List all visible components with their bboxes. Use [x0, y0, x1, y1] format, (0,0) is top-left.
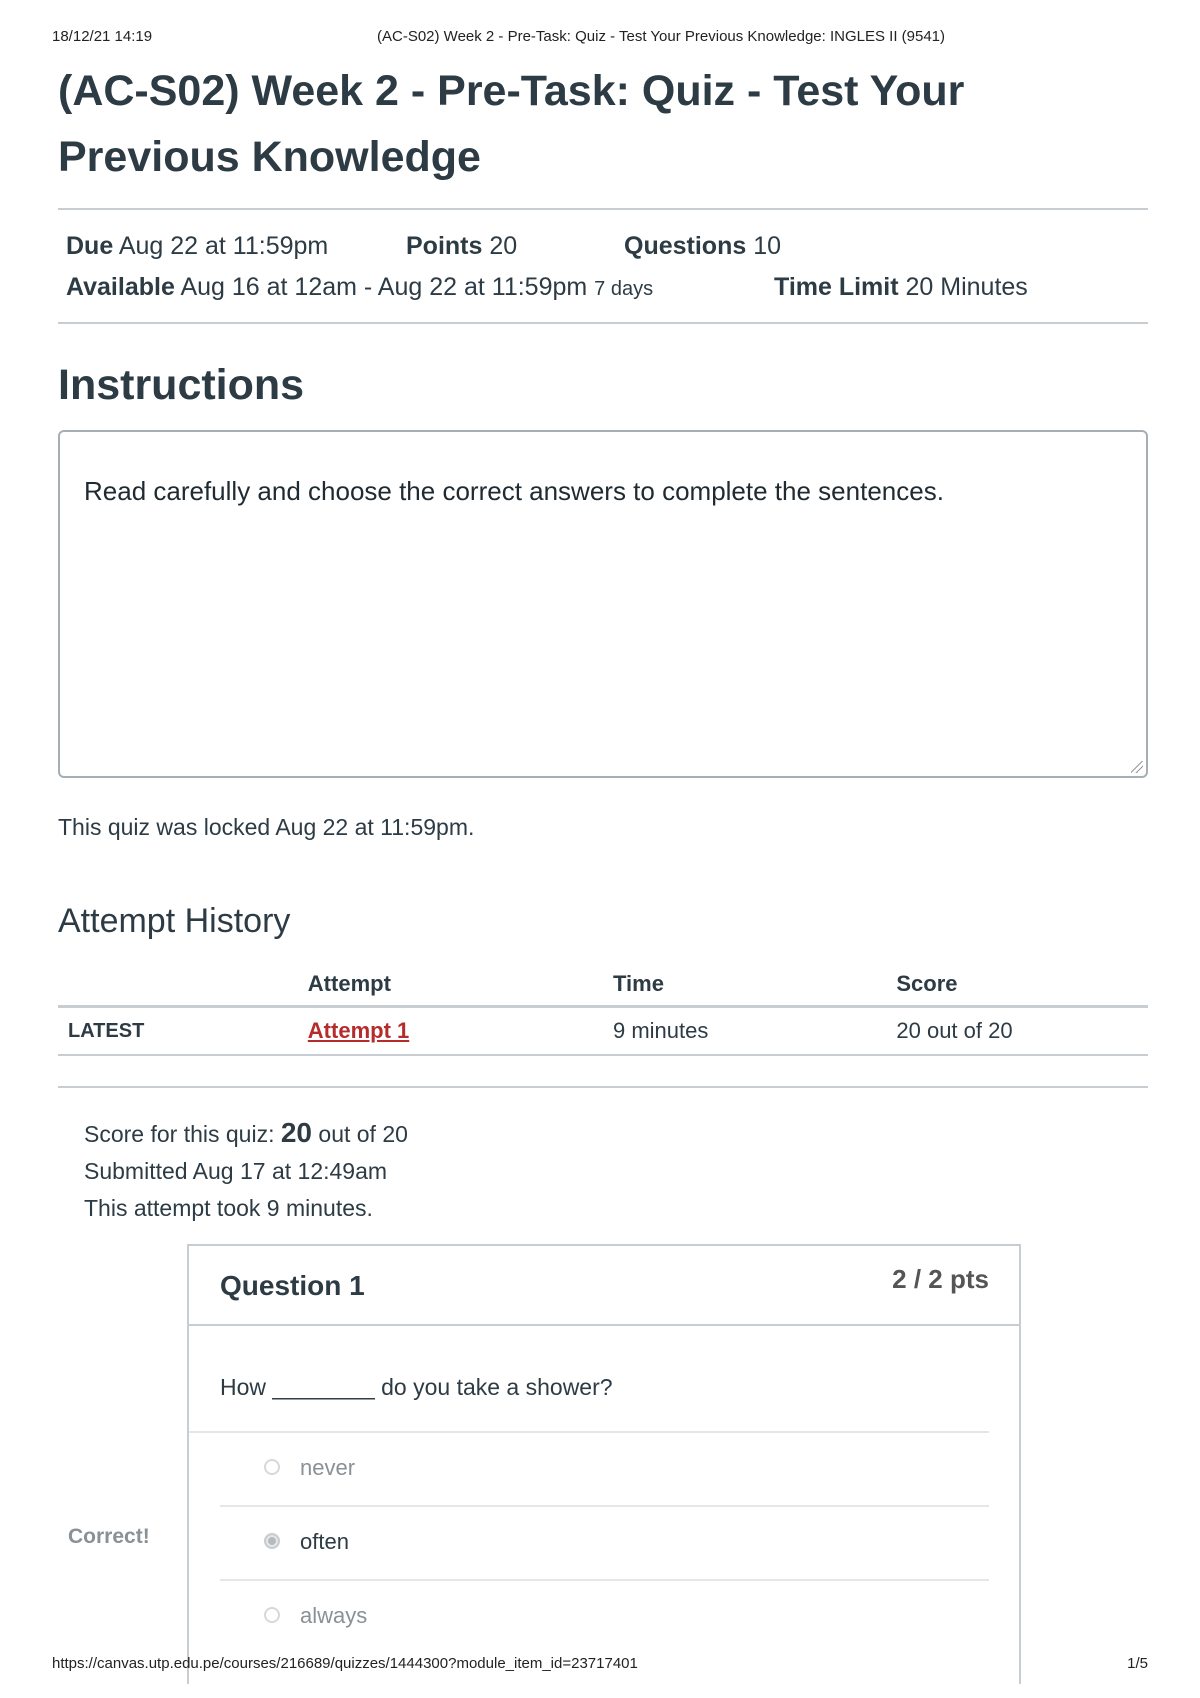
question-header	[189, 1246, 1019, 1326]
due-label: Due	[66, 232, 114, 260]
print-document-title: (AC-S02) Week 2 - Pre-Task: Quiz - Test Your Previous Knowledge: INGLES II (9541)	[377, 28, 946, 45]
print-header	[52, 28, 1148, 48]
print-datetime: 18/12/21 14:19	[52, 28, 153, 45]
available-days: 7 days	[594, 278, 654, 300]
attempt-history-heading: Attempt History	[58, 902, 291, 940]
answer-label: always	[300, 1603, 368, 1628]
column-header-score: Score	[886, 963, 1148, 1007]
radio-selected-icon[interactable]	[264, 1533, 280, 1549]
radio-unselected-icon[interactable]	[264, 1459, 280, 1475]
answer-option[interactable]	[220, 1507, 989, 1581]
due-value: Aug 22 at 11:59pm	[118, 232, 329, 260]
points-value: 20	[489, 232, 518, 260]
instructions-heading: Instructions	[58, 361, 305, 409]
question-text: How ________ do you take a shower?	[189, 1326, 989, 1433]
radio-unselected-icon[interactable]	[264, 1607, 280, 1623]
question-points: 2 / 2 pts	[892, 1264, 989, 1294]
quiz-details	[58, 210, 1148, 322]
divider	[58, 1086, 1148, 1088]
answer-option[interactable]	[220, 1581, 989, 1653]
print-footer	[52, 1655, 1148, 1675]
answer-label: never	[300, 1455, 356, 1480]
question-title: Question 1	[220, 1270, 365, 1301]
attempt-time: 9 minutes	[603, 1007, 886, 1056]
answer-option[interactable]	[220, 1433, 989, 1507]
question-1-card	[187, 1244, 1021, 1684]
time-limit-value: 20 Minutes	[905, 273, 1028, 301]
column-header-blank	[58, 963, 298, 1007]
quiz-content	[58, 58, 1148, 1227]
available-label: Available	[66, 273, 175, 301]
attempt-1-link[interactable]: Attempt 1	[307, 1018, 410, 1043]
correct-answer-tag: Correct!	[68, 1525, 150, 1548]
score-value: 20	[280, 1117, 313, 1148]
questions-value: 10	[753, 232, 782, 260]
submitted-date: Submitted Aug 17 at 12:49am	[84, 1158, 388, 1184]
points-label: Points	[406, 232, 483, 260]
print-url: https://canvas.utp.edu.pe/courses/216689/quizzes/1444300?module_item_id=23717401	[52, 1655, 638, 1672]
divider	[58, 322, 1148, 324]
column-header-attempt: Attempt	[298, 963, 603, 1007]
time-limit-label: Time Limit	[774, 273, 899, 301]
instructions-text: Read carefully and choose the correct answers to complete the sentences.	[84, 476, 944, 506]
score-summary	[84, 1114, 1148, 1227]
locked-message: This quiz was locked Aug 22 at 11:59pm.	[58, 814, 475, 840]
answer-label: often	[300, 1529, 349, 1554]
resize-handle-icon[interactable]	[1131, 761, 1143, 773]
column-header-time: Time	[603, 963, 886, 1007]
table-row	[58, 1007, 1148, 1056]
attempt-score: 20 out of 20	[886, 1007, 1148, 1056]
page-number: 1/5	[1127, 1655, 1148, 1672]
score-suffix: out of 20	[318, 1121, 408, 1147]
available-value: Aug 16 at 12am - Aug 22 at 11:59pm	[180, 273, 588, 301]
questions-label: Questions	[624, 232, 747, 260]
latest-tag: LATEST	[58, 1007, 298, 1056]
answer-list	[220, 1433, 989, 1653]
attempt-history-table	[58, 963, 1148, 1056]
attempt-duration: This attempt took 9 minutes.	[84, 1195, 373, 1221]
score-prefix: Score for this quiz:	[84, 1121, 275, 1147]
quiz-title: (AC-S02) Week 2 - Pre-Task: Quiz - Test Your Previous Knowledge	[58, 67, 965, 181]
instructions-box	[58, 430, 1148, 778]
